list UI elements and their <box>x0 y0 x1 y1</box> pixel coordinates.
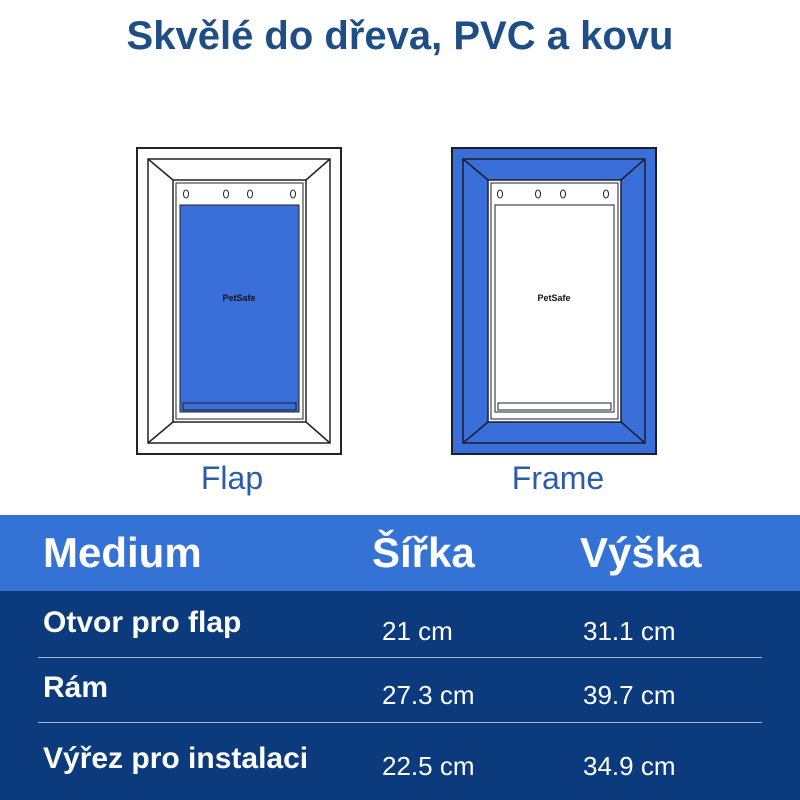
brand-logo-text: PetSafe <box>222 293 256 303</box>
row-width-installation-cutout: 22.5 cm <box>382 751 475 781</box>
row-width-flap-opening: 21 cm <box>382 616 453 646</box>
row-label-frame: Rám <box>43 671 109 704</box>
width-column-header: Šířka <box>372 529 475 576</box>
row-height-frame: 39.7 cm <box>583 680 676 710</box>
door-flap <box>180 205 299 412</box>
flap-label: Flap <box>200 460 264 496</box>
flap-diagram <box>136 147 344 457</box>
frame-diagram <box>451 147 659 457</box>
row-width-frame: 27.3 cm <box>382 680 475 710</box>
row-divider <box>38 657 762 658</box>
size-heading: Medium <box>43 529 202 576</box>
row-label-installation-cutout: Výřez pro instalaci <box>43 742 309 775</box>
row-label-flap-opening: Otvor pro flap <box>43 606 242 639</box>
page-title: Skvělé do dřeva, PVC a kovu <box>126 14 674 58</box>
row-divider <box>38 722 762 723</box>
frame-label: Frame <box>511 460 605 496</box>
row-height-flap-opening: 31.1 cm <box>583 616 676 646</box>
brand-logo-text: PetSafe <box>537 293 571 303</box>
height-column-header: Výška <box>580 529 702 576</box>
row-height-installation-cutout: 34.9 cm <box>583 751 676 781</box>
door-flap <box>495 205 614 412</box>
